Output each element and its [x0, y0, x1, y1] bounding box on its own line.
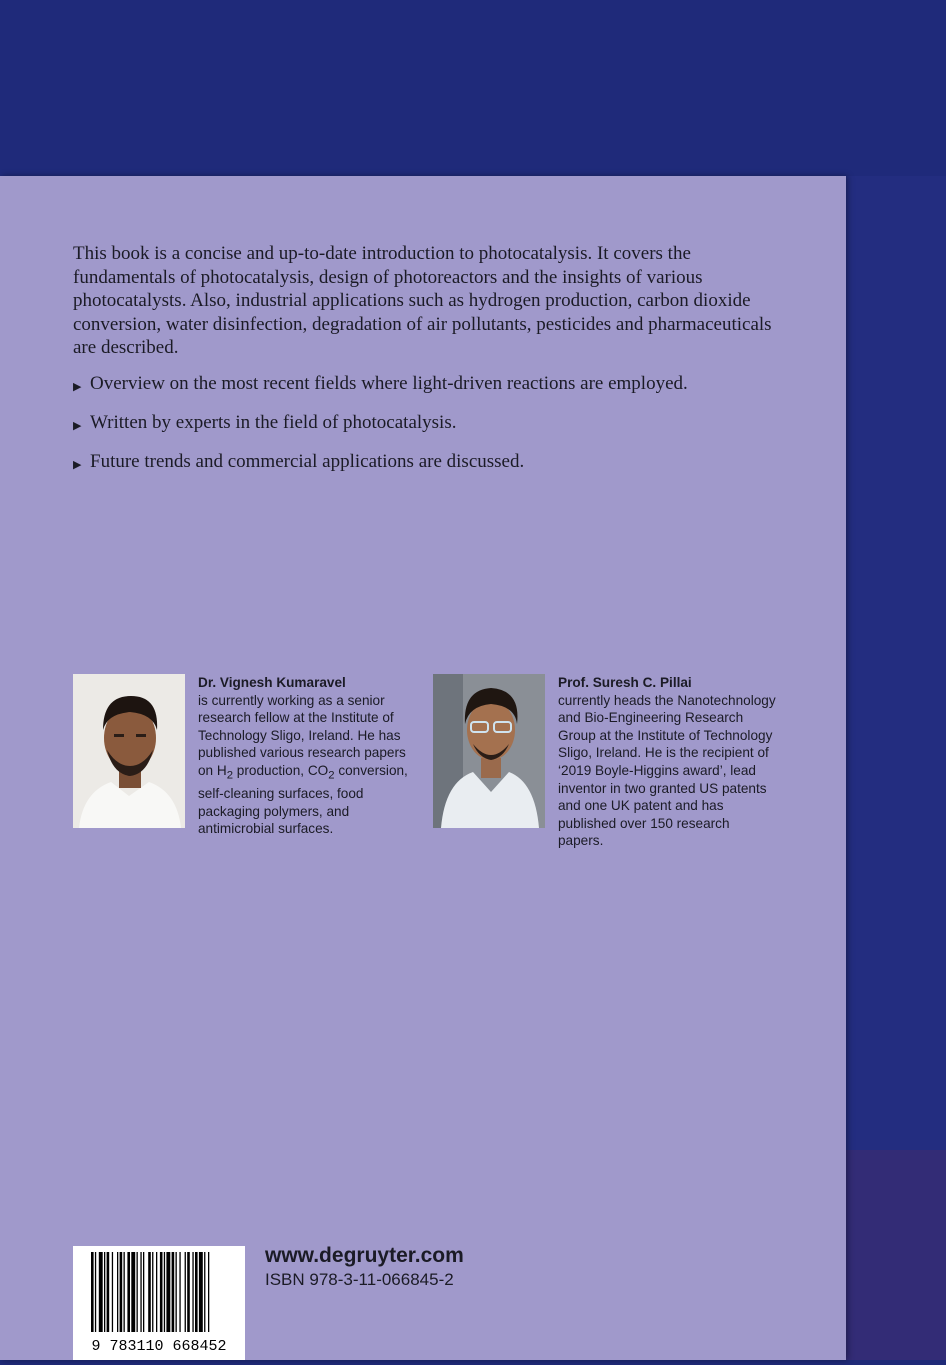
barcode-bar	[120, 1252, 123, 1332]
bio-text: conversion, self-cleaning surfaces, food packaging polymers, and antimicrobial surfaces.	[198, 762, 408, 837]
author-photo-pillai	[433, 674, 545, 828]
barcode-bar	[208, 1252, 209, 1332]
feature-text: Future trends and commercial applications are discussed.	[90, 451, 525, 472]
author-bio	[198, 692, 418, 838]
barcode-bar	[124, 1252, 125, 1332]
barcode-bar	[192, 1252, 193, 1332]
barcode-bar	[148, 1252, 151, 1332]
feature-text: Overview on the most recent fields where light-driven reactions are employed.	[90, 373, 688, 394]
author-name: Dr. Vignesh Kumaravel	[198, 675, 346, 690]
barcode-bar	[99, 1252, 103, 1332]
barcode-bar	[176, 1252, 177, 1332]
feature-list	[73, 372, 793, 489]
barcode-bar	[185, 1252, 186, 1332]
barcode-bar	[107, 1252, 110, 1332]
barcode-bar	[156, 1252, 157, 1332]
barcode-bar	[117, 1252, 118, 1332]
barcode-bar	[195, 1252, 198, 1332]
barcode-bar	[104, 1252, 105, 1332]
triangle-right-icon: ▶	[73, 381, 82, 393]
barcode-bar	[204, 1252, 205, 1332]
barcode-bar	[112, 1252, 113, 1332]
barcode-bar	[131, 1252, 135, 1332]
back-cover-panel	[0, 176, 846, 1360]
barcode-bar	[91, 1252, 94, 1332]
barcode-bar	[137, 1252, 138, 1332]
feature-text: Written by experts in the field of photocatalysis.	[90, 412, 457, 433]
triangle-right-icon: ▶	[73, 459, 82, 471]
book-description: This book is a concise and up-to-date introduction to photocatalysis. It covers the fundamentals of photocatalysis, design of photoreactors and the insights of various photocatalysts. Also, industrial applications such as hydrogen production, carbon dioxide conversion, water disinfection, degradation of air pollutants, pesticides and pharmaceuticals are described.	[73, 243, 772, 359]
triangle-right-icon: ▶	[73, 420, 82, 432]
author-photo-kumaravel	[73, 674, 185, 828]
barcode-bar	[127, 1252, 130, 1332]
barcode-bar	[166, 1252, 170, 1332]
portrait-illustration	[73, 674, 185, 828]
barcode-bar	[152, 1252, 153, 1332]
subscript: 2	[328, 769, 335, 782]
barcode-number: 9 783110 668452	[91, 1338, 227, 1355]
barcode-graphic	[73, 1246, 245, 1360]
cover-background-corner	[846, 1150, 946, 1360]
cover-background-right	[846, 176, 946, 1150]
barcode-bar	[179, 1252, 180, 1332]
barcode-bar	[95, 1252, 96, 1332]
bio-text: is currently working as a senior research fellow at the Institute of Technology Sligo, Ireland. He has published various research papers on H	[198, 692, 406, 778]
feature-item	[73, 372, 793, 399]
publisher-website[interactable]: www.degruyter.com	[265, 1244, 464, 1267]
barcode-bar	[164, 1252, 165, 1332]
barcode-bar	[172, 1252, 175, 1332]
isbn-number: ISBN 978-3-11-066845-2	[265, 1270, 454, 1289]
isbn-barcode	[73, 1246, 245, 1360]
bio-text: production, CO	[233, 762, 329, 778]
author-bio-kumaravel	[198, 674, 418, 838]
barcode-bar	[187, 1252, 190, 1332]
feature-item	[73, 450, 793, 477]
portrait-illustration	[433, 674, 545, 828]
author-bio-pillai	[558, 674, 778, 850]
barcode-bar	[160, 1252, 163, 1332]
cover-background-top	[0, 0, 946, 176]
barcode-bar	[199, 1252, 203, 1332]
barcode-bar	[140, 1252, 141, 1332]
author-bio: currently heads the Nanotechnology and Bio-Engineering Research Group at the Institute of Technology Sligo, Ireland. He is the recipient of ‘2019 Boyle-Higgins award’, lead inventor in two granted US patents and one UK patent and has published over 150 research papers.	[558, 692, 776, 849]
barcode-bar	[143, 1252, 144, 1332]
feature-item	[73, 411, 793, 438]
author-name: Prof. Suresh C. Pillai	[558, 675, 692, 690]
subscript: 2	[226, 769, 234, 782]
